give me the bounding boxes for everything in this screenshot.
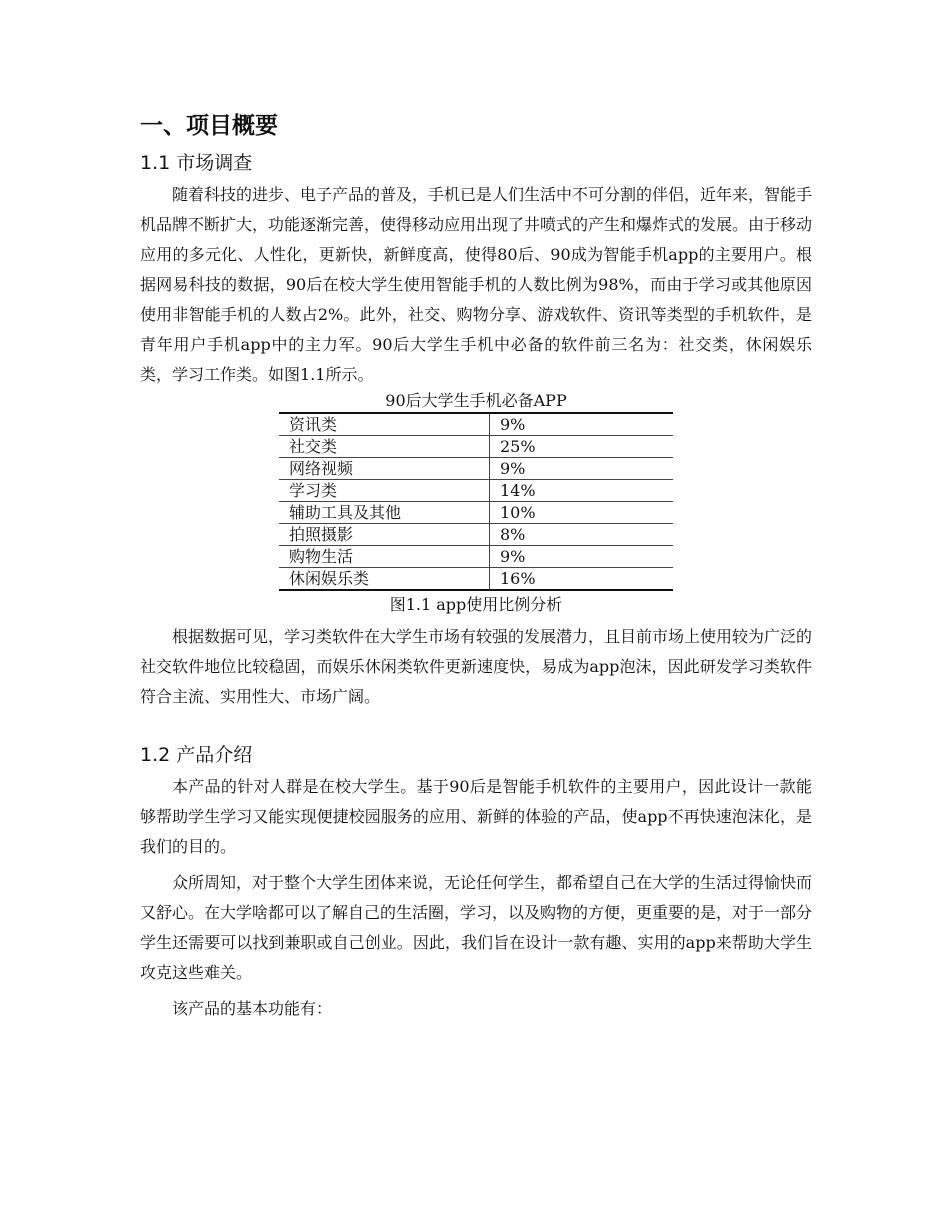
- table-row: [279, 568, 673, 591]
- product-paragraph-1: 本产品的针对人群是在校大学生。基于90后是智能手机软件的主要用户，因此设计一款能够帮助学生学习又能实现便捷校园服务的应用、新鲜的体验的产品，使app不再快速泡沫化，是我们的目的。: [140, 777, 812, 856]
- table-cell-share: 8%: [490, 524, 674, 546]
- table-cell-share: 9%: [490, 458, 674, 480]
- document-page: [140, 108, 812, 1024]
- subsection-title-market: 1.1 市场调查: [140, 152, 253, 174]
- table-cell-share: 10%: [490, 502, 674, 524]
- market-paragraph-1: 随着科技的进步、电子产品的普及，手机已是人们生活中不可分割的伴侣，近年来，智能手机品牌不断扩大，功能逐渐完善，使得移动应用出现了井喷式的产生和爆炸式的发展。由于移动应用的多元化、人性化，更新快，新鲜度高，使得80后、90成为智能手机app的主要用户。根据网易科技的数据，90后在校大学生使用智能手机的人数比例为98%，而由于学习或其他原因使用非智能手机的人数占2%。此外，社交、购物分享、游戏软件、资讯等类型的手机软件，是青年用户手机app中的主力军。90后大学生手机中必备的软件前三名为：社交类，休闲娱乐类，学习工作类。如图1.1所示。: [140, 185, 813, 384]
- table-row: [279, 458, 673, 480]
- section-title: 一、项目概要: [140, 113, 278, 139]
- table-row: [279, 436, 673, 458]
- table-cell-share: 16%: [490, 568, 674, 591]
- table-cell-category: 休闲娱乐类: [279, 568, 490, 591]
- table-cell-share: 14%: [490, 480, 674, 502]
- figure-caption: 图1.1 app使用比例分析: [389, 595, 563, 614]
- table-cell-share: 25%: [490, 436, 674, 458]
- table-row: [279, 546, 673, 568]
- table-row: [279, 413, 673, 436]
- table-cell-share: 9%: [500, 415, 526, 434]
- table-row: [279, 502, 673, 524]
- table-row: [279, 480, 673, 502]
- table-cell-category: 社交类: [279, 436, 490, 458]
- table-cell-category: 购物生活: [279, 546, 490, 568]
- table-cell-category: 资讯类: [279, 413, 490, 436]
- table-cell-category: 学习类: [279, 480, 490, 502]
- table-title: 90后大学生手机必备APP: [385, 391, 567, 410]
- subsection-title-product: 1.2 产品介绍: [140, 744, 253, 766]
- table-cell-category: 辅助工具及其他: [279, 502, 490, 524]
- table-cell-category: 网络视频: [279, 458, 490, 480]
- market-paragraph-2: 根据数据可见，学习类软件在大学生市场有较强的发展潜力，且目前市场上使用较为广泛的社交软件地位比较稳固，而娱乐休闲类软件更新速度快，易成为app泡沫，因此研发学习类软件符合主流、实用性大、市场广阔。: [140, 627, 813, 706]
- app-share-table: [279, 412, 673, 591]
- product-paragraph-3: 该产品的基本功能有：: [172, 999, 333, 1018]
- table-row: [279, 524, 673, 546]
- table-cell-category: 拍照摄影: [279, 524, 490, 546]
- table-cell-share: 9%: [490, 546, 674, 568]
- product-paragraph-2: 众所周知，对于整个大学生团体来说，无论任何学生，都希望自己在大学的生活过得愉快而又舒心。在大学啥都可以了解自己的生活圈，学习，以及购物的方便，更重要的是，对于一部分学生还需要可以找到兼职或自己创业。因此，我们旨在设计一款有趣、实用的app来帮助大学生攻克这些难关。: [140, 873, 813, 982]
